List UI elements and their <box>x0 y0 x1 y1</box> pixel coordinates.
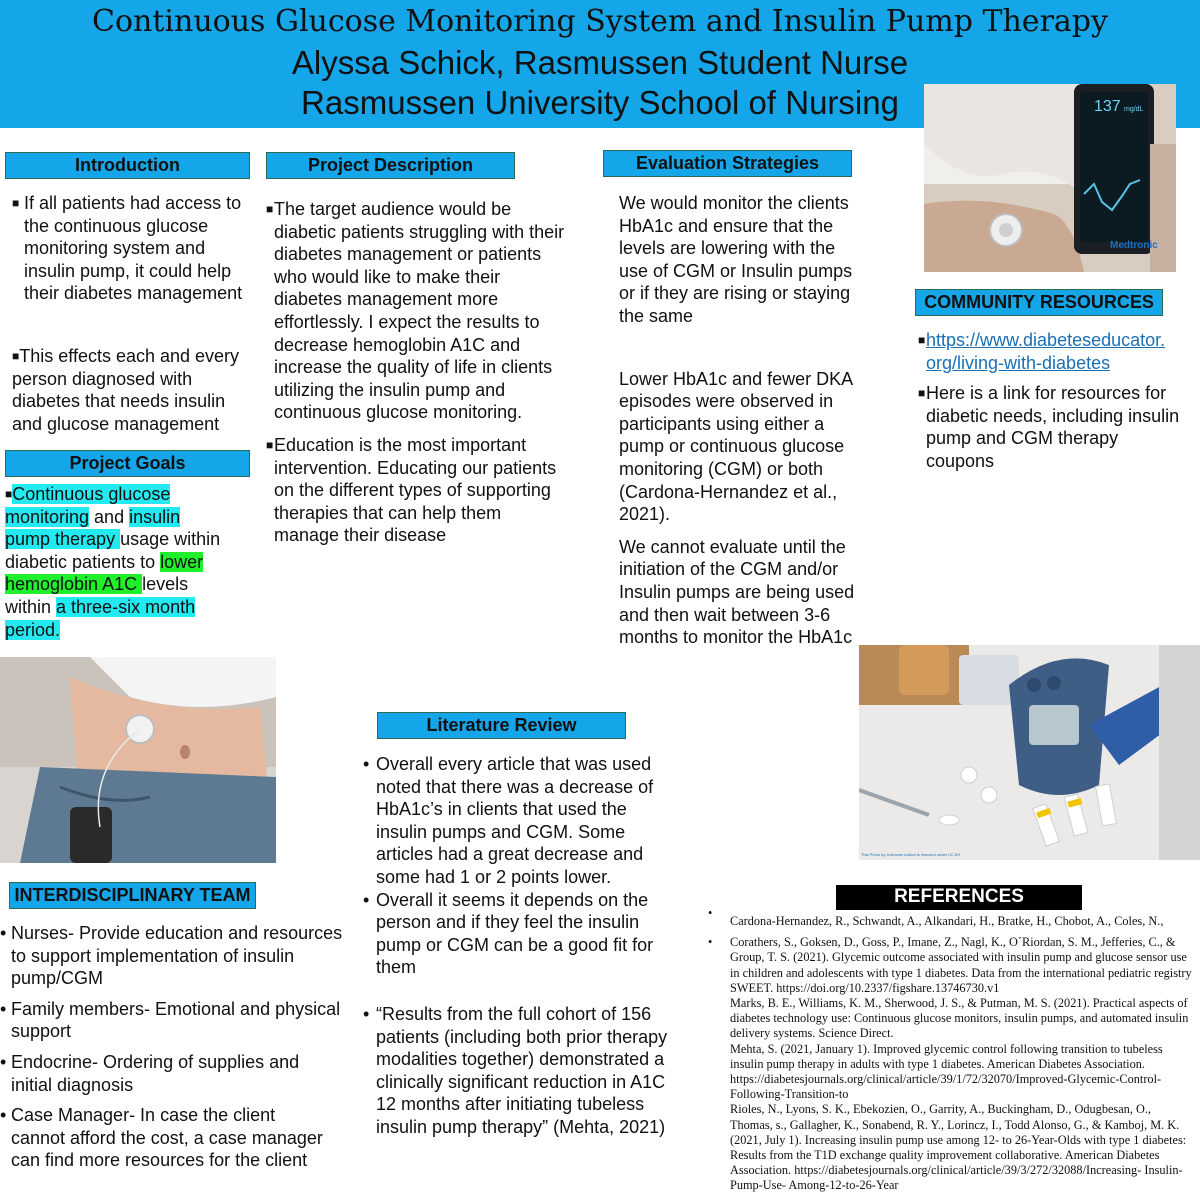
abdomen-illustration <box>0 657 276 863</box>
round-bullet-icon: • <box>0 1105 7 1126</box>
evaluation-heading: Evaluation Strategies <box>603 150 852 177</box>
intro-bullet-2: ■This effects each and every person diagnosed with diabetes that needs insulin and glucose management <box>12 345 240 434</box>
description-bullet-2: ■ Education is the most important intervention. Educating our patients on the different types of supporting therapies that can help them manage their disease <box>266 434 557 546</box>
poster-author: Alyssa Schick, Rasmussen Student Nurse <box>291 44 909 81</box>
round-bullet-icon: • <box>0 923 7 943</box>
evaluation-p3: We cannot evaluate until the initiation of the CGM and/or Insulin pumps are being used and then wait between 3-6 months to monitor the HbA1c <box>619 536 855 648</box>
team-item-family: • Family members- Emotional and physical support <box>0 998 341 1042</box>
project-goals-text: ■Continuous glucose monitoring and insulin pump therapy usage within diabetic patients to lower hemoglobin A1C levels within a three-six month period. <box>5 484 221 640</box>
round-bullet-icon: • <box>0 1051 7 1072</box>
round-bullet-icon: • <box>363 889 370 910</box>
team-item-case-manager: • Case Manager- In case the client cannot afford the cost, a case manager can find more resources for the client <box>0 1105 323 1171</box>
cgm-phone-photo <box>924 84 1176 272</box>
literature-bullet-2: • Overall it seems it depends on the person and if they feel the insulin pump or CGM can be a good fit for them <box>363 889 654 978</box>
meter-supplies-illustration <box>859 645 1200 860</box>
round-bullet-icon: • <box>363 1003 370 1024</box>
interdisciplinary-team-heading: INTERDISCIPLINARY TEAM <box>9 882 256 909</box>
reference-item-4: Mehta, S. (2021, January 1). Improved glycemic control following transition to tubeless insulin pump therapy in adults with type 1 diabetes. American Diabetes Association. https://diabetesjournals.org/clinical/article/39/1/72/32070/Improved-Glycemic-Control-Following-Transition-to <box>730 1041 1163 1102</box>
description-bullet-1: ■ The target audience would be diabetic patients struggling with their diabetes management or patients who would like to make their diabetes management more effortlessly. I expect the results to decrease hemoglobin A1C and increase the quality of life in clients utilizing the insulin pump and continuous glucose monitoring. <box>266 199 565 423</box>
poster-school: Rasmussen University School of Nursing <box>301 84 899 121</box>
square-bullet-icon: ■ <box>266 202 274 216</box>
references-list <box>706 908 1196 1194</box>
medtronic-brand: Medtronic <box>1110 240 1158 251</box>
reference-item-3: Marks, B. E., Williams, K. M., Sherwood, J. S., & Putman, M. S. (2021). Practical aspects of diabetes technology use: Continuous glucose monitors, insulin pumps, and automated insulin delivery systems. Science Direct. <box>730 996 1189 1041</box>
community-resources-heading: COMMUNITY RESOURCES <box>915 289 1163 316</box>
poster-title: Continuous Glucose Monitoring System and Insulin Pump Therapy <box>92 4 1108 39</box>
team-item-endocrine: • Endocrine- Ordering of supplies and initial diagnosis <box>0 1051 300 1095</box>
reference-item-1: • Cardona-Hernandez, R., Schwandt, A., Alkandari, H., Bratke, H., Chobot, A., Coles, N., <box>708 906 1164 928</box>
insulin-pump-abdomen-photo <box>0 657 276 863</box>
diabetes-educator-link[interactable]: https://www.diabeteseducator. org/living-with-diabetes <box>926 330 1166 373</box>
device-reading: 137 <box>1094 98 1121 115</box>
literature-review-heading: Literature Review <box>377 712 626 739</box>
square-bullet-icon: ■ <box>918 333 926 347</box>
square-bullet-icon: ■ <box>5 487 13 501</box>
literature-bullet-3: • “Results from the full cohort of 156 patients (including both prior therapy modalities together) demonstrated a clinically significant reduction in A1C 12 months after initiating tubeless insulin pump therapy” (Mehta, 2021) <box>363 1003 668 1137</box>
project-description-heading: Project Description <box>266 152 515 179</box>
community-bullet-1 <box>918 329 1188 374</box>
device-unit: mg/dL <box>1124 106 1144 113</box>
reference-item-2: • Corathers, S., Goksen, D., Goss, P., Imane, Z., Nagl, K., O´Riordan, S. M., Jefferies, C., & Group, T. S. (2021). Glycemic outcome associated with insulin pump and glucose sensor use in children and adolescents with type 1 diabetes. Data from the international pediatric registry SWEET. https://doi.org/10.2337/figshare.13746730.v1 <box>708 935 1192 995</box>
evaluation-text <box>619 192 864 649</box>
evaluation-p2: Lower HbA1c and fewer DKA episodes were observed in participants using either a pump or continuous glucose monitoring (CGM) or both (Cardona-Hernandez et al., 2021). <box>619 368 853 525</box>
team-item-nurses: • Nurses- Provide education and resources to support implementation of insulin pump/CGM <box>0 923 343 989</box>
intro-bullet-1: ■ If all patients had access to the continuous glucose monitoring system and insulin pump, it could help their diabetes management <box>12 193 243 304</box>
square-bullet-icon: ■ <box>12 196 20 210</box>
project-goals-heading: Project Goals <box>5 450 250 477</box>
community-resources-text <box>918 329 1188 473</box>
round-bullet-icon: • <box>363 754 370 774</box>
reference-item-5: Rioles, N., Lyons, S. K., Ebekozien, O., Garrity, A., Buckingham, D., Odugbesan, O., Thomas, s., Gallagher, K., Sonabend, R. Y., Lorincz, I., Todd Alonso, G., & Kamboj, M. K. (2021, July 1). Increasing insulin pump use among 12- to 26-Year-Olds with type 1 diabetes: Results from the T1D exchange quality improvement collaborative. American Diabetes Association. https://diabetesjournals.org/clinical/article/39/3/272/32088/Increasing- Insulin-Pump-Use- Among-12-to-26-Year <box>730 1102 1187 1193</box>
introduction-heading: Introduction <box>5 152 250 179</box>
references-heading: REFERENCES <box>835 884 1083 911</box>
square-bullet-icon: ■ <box>266 437 274 452</box>
square-bullet-icon: ■ <box>12 348 20 363</box>
team-list <box>0 922 345 1172</box>
community-bullet-2: ■ Here is a link for resources for diabetic needs, including insulin pump and CGM therapy coupons <box>918 383 1180 471</box>
literature-review-text <box>363 753 668 1139</box>
round-bullet-icon: • <box>708 906 713 920</box>
project-description-text <box>266 198 566 547</box>
round-bullet-icon: • <box>708 935 713 950</box>
literature-bullet-1: • Overall every article that was used noted that there was a decrease of HbA1c’s in clients that used the insulin pumps and CGM. Some articles had a great decrease and some had 1 or 2 points lower. <box>363 754 654 887</box>
photo-license-caption: This Photo by Unknown Author is licensed under CC BY <box>861 852 961 857</box>
round-bullet-icon: • <box>0 998 7 1019</box>
introduction-text <box>12 192 257 435</box>
evaluation-p1: We would monitor the clients HbA1c and ensure that the levels are lowering with the use of CGM or Insulin pumps or if they are rising or staying the same <box>619 193 853 326</box>
glucose-meter-photo <box>859 645 1200 860</box>
square-bullet-icon: ■ <box>918 386 926 401</box>
